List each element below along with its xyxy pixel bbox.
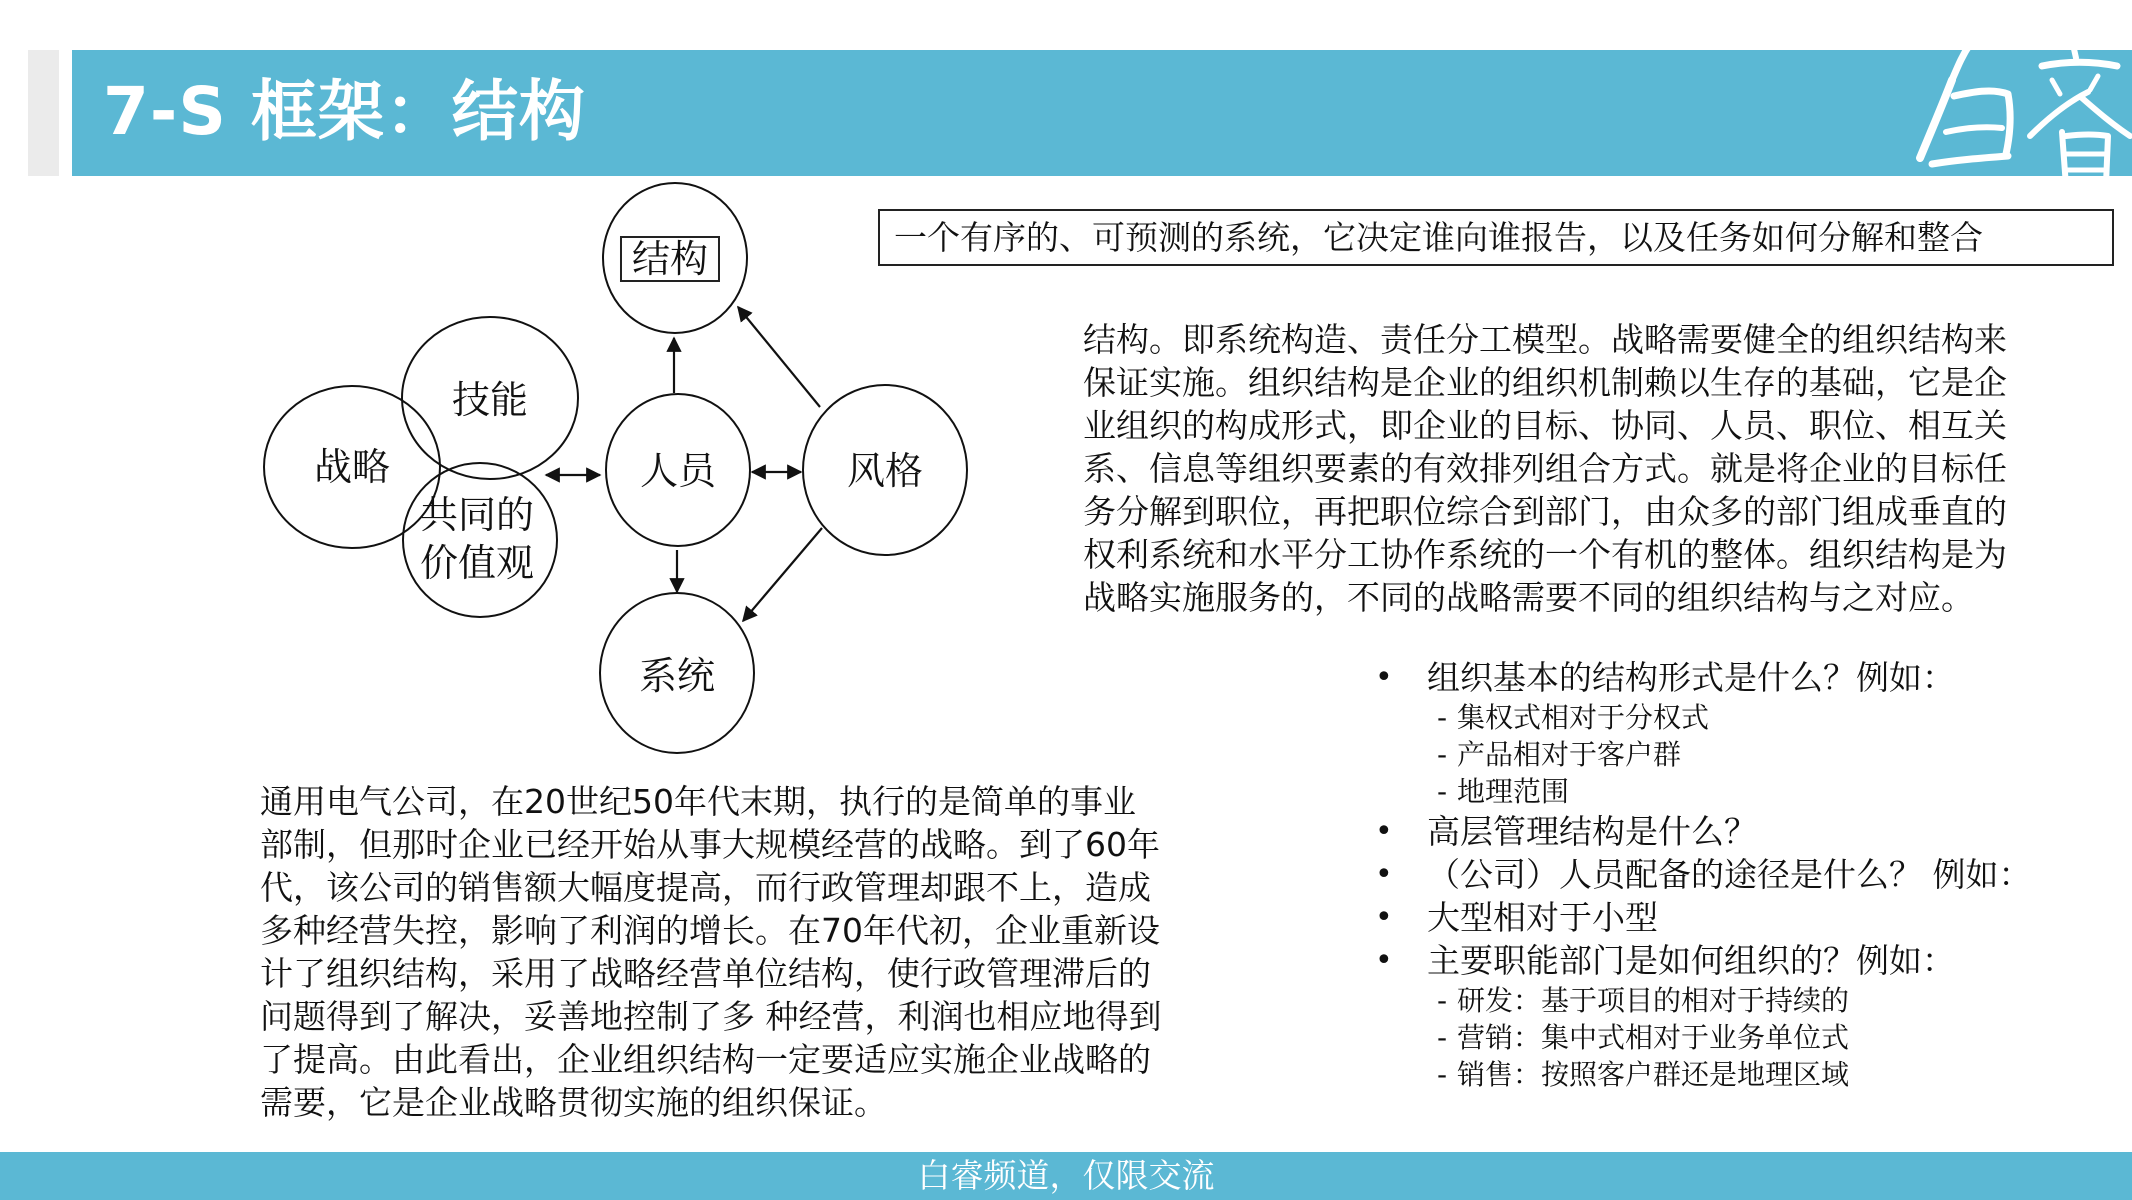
paragraph-line: 了提高。由此看出，企业组织结构一定要适应实施企业战略的 bbox=[260, 1040, 1151, 1079]
paragraph-line: 务分解到职位，再把职位综合到部门，由众多的部门组成垂直的 bbox=[1083, 492, 2007, 531]
diagram-shapes bbox=[0, 0, 1060, 780]
example-item bbox=[1437, 773, 2132, 810]
paragraph-line: 问题得到了解决，妥善地控制了多 种经营，利润也相应地得到 bbox=[260, 997, 1162, 1036]
question-text: 组织基本的结构形式是什么？例如： bbox=[1427, 658, 1955, 697]
question-item bbox=[1372, 853, 2132, 896]
example-list bbox=[1427, 699, 2132, 810]
paragraph-line: 权利系统和水平分工协作系统的一个有机的整体。组织结构是为 bbox=[1083, 535, 2007, 574]
calligraphy-logo-icon bbox=[1912, 36, 2132, 196]
example-item bbox=[1437, 1019, 2132, 1056]
question-text: （公司）人员配备的途径是什么？ 例如： bbox=[1427, 855, 2032, 894]
bullet-icon: • bbox=[1375, 943, 1393, 978]
question-item bbox=[1372, 656, 2132, 810]
node-label-shared-values-line1: 共同的 bbox=[419, 493, 535, 537]
node-label-staff: 人员 bbox=[639, 449, 717, 493]
question-text: 高层管理结构是什么？ bbox=[1427, 812, 1757, 851]
dash-icon: - bbox=[1437, 1058, 1448, 1091]
dash-icon: - bbox=[1437, 1021, 1448, 1054]
arrow-style-to-systems bbox=[743, 528, 822, 621]
structure-explanation-paragraph bbox=[1083, 318, 2103, 619]
structure-definition-box: 一个有序的、可预测的系统，它决定谁向谁报告，以及任务如何分解和整合 bbox=[878, 209, 2114, 266]
node-label-structure: 结构 bbox=[620, 236, 720, 282]
bullet-icon: • bbox=[1375, 814, 1393, 849]
bullet-icon: • bbox=[1375, 857, 1393, 892]
seven-s-diagram bbox=[0, 0, 1060, 780]
example-text: 营销：集中式相对于业务单位式 bbox=[1457, 1021, 1850, 1054]
example-text: 销售：按照客户群还是地理区域 bbox=[1457, 1058, 1850, 1091]
example-text: 集权式相对于分权式 bbox=[1457, 701, 1710, 734]
paragraph-line: 计了组织结构，采用了战略经营单位结构，使行政管理滞后的 bbox=[260, 954, 1151, 993]
question-item bbox=[1372, 810, 2132, 853]
question-item bbox=[1372, 896, 2132, 939]
page-title: 7-S 框架：结构 bbox=[103, 73, 586, 150]
bullet-icon: • bbox=[1375, 900, 1393, 935]
dash-icon: - bbox=[1437, 984, 1448, 1017]
arrow-style-to-structure bbox=[738, 307, 820, 407]
paragraph-line: 业组织的构成形式，即企业的目标、协同、人员、职位、相互关 bbox=[1083, 406, 2007, 445]
paragraph-line: 战略实施服务的，不同的战略需要不同的组织结构与之对应。 bbox=[1083, 578, 1974, 617]
paragraph-line: 结构。即系统构造、责任分工模型。战略需要健全的组织结构来 bbox=[1083, 320, 2007, 359]
paragraph-line: 需要，它是企业战略贯彻实施的组织保证。 bbox=[260, 1083, 887, 1122]
bullet-icon: • bbox=[1375, 660, 1393, 695]
footer-text: 白睿频道，仅限交流 bbox=[917, 1156, 1215, 1195]
paragraph-line: 多种经营失控，影响了利润的增长。在70年代初，企业重新设 bbox=[260, 911, 1160, 950]
node-label-skills: 技能 bbox=[451, 378, 529, 422]
circle-shared-values bbox=[403, 463, 557, 617]
example-list bbox=[1427, 982, 2132, 1093]
example-text: 研发：基于项目的相对于持续的 bbox=[1457, 984, 1850, 1017]
footer-banner bbox=[0, 1152, 2132, 1200]
node-label-strategy: 战略 bbox=[313, 445, 391, 489]
node-label-shared-values-line2: 价值观 bbox=[419, 541, 535, 585]
structure-questions-list bbox=[1372, 656, 2132, 1093]
question-item bbox=[1372, 939, 2132, 1093]
dash-icon: - bbox=[1437, 775, 1448, 808]
dash-icon: - bbox=[1437, 701, 1448, 734]
paragraph-line: 通用电气公司，在20世纪50年代末期，执行的是简单的事业 bbox=[260, 782, 1136, 821]
example-text: 地理范围 bbox=[1457, 775, 1570, 808]
question-text: 主要职能部门是如何组织的？例如： bbox=[1427, 941, 1955, 980]
ge-case-study-paragraph bbox=[260, 780, 1250, 1124]
brand-logo bbox=[1912, 36, 2132, 196]
paragraph-line: 代，该公司的销售额大幅度提高，而行政管理却跟不上，造成 bbox=[260, 868, 1151, 907]
node-label-systems: 系统 bbox=[638, 654, 716, 698]
example-item bbox=[1437, 699, 2132, 736]
example-item bbox=[1437, 1056, 2132, 1093]
paragraph-line: 系、信息等组织要素的有效排列组合方式。就是将企业的目标任 bbox=[1083, 449, 2007, 488]
example-text: 产品相对于客户群 bbox=[1457, 738, 1682, 771]
example-item bbox=[1437, 736, 2132, 773]
node-label-style: 风格 bbox=[846, 449, 924, 493]
example-item bbox=[1437, 982, 2132, 1019]
paragraph-line: 部制，但那时企业已经开始从事大规模经营的战略。到了60年 bbox=[260, 825, 1160, 864]
question-text: 大型相对于小型 bbox=[1427, 898, 1658, 937]
paragraph-line: 保证实施。组织结构是企业的组织机制赖以生存的基础，它是企 bbox=[1083, 363, 2007, 402]
dash-icon: - bbox=[1437, 738, 1448, 771]
